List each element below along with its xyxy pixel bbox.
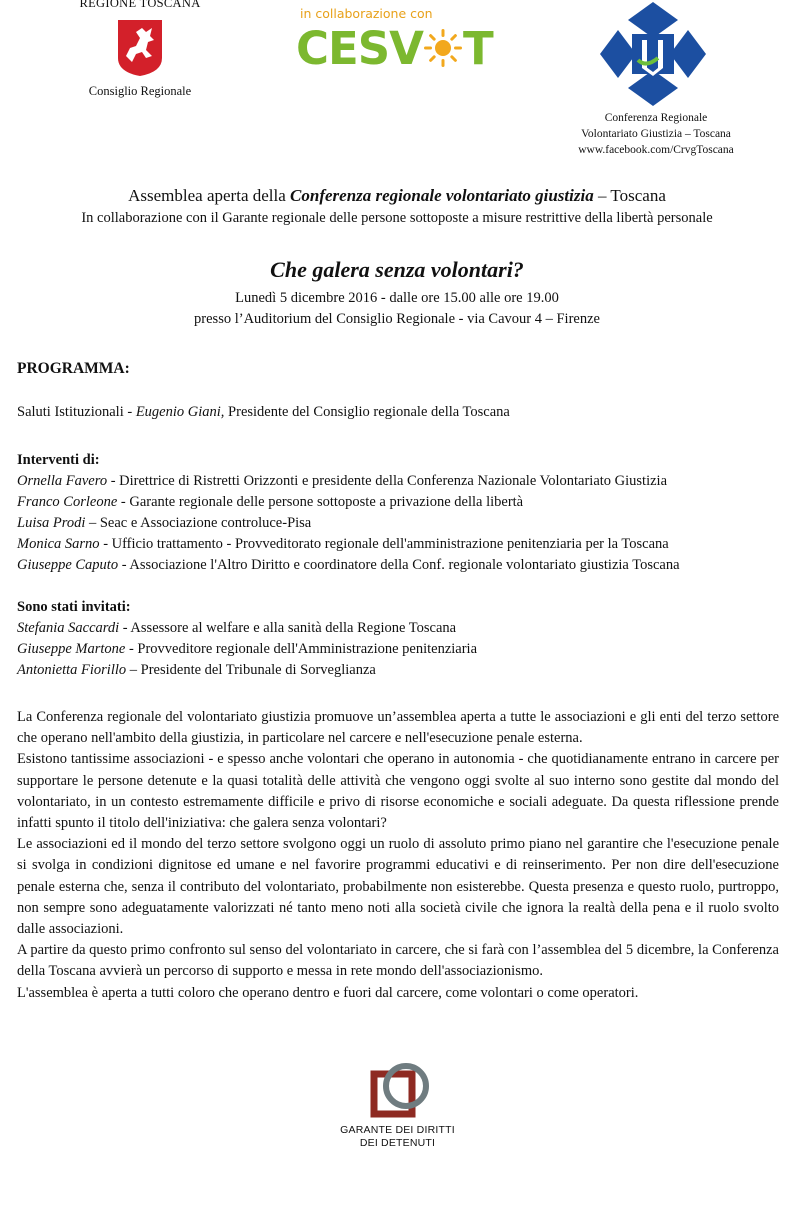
cesvot-tagline: in collaborazione con [300,6,433,21]
invited-item [17,660,779,681]
sun-icon [423,28,463,68]
cesvot-word-start: CESV [296,22,424,75]
speaker-name: Franco Corleone [17,494,118,510]
garante-line2: DEI DETENUTI [359,1137,436,1149]
invited-heading: Sono stati invitati: [17,599,131,615]
invited-name: Stefania Saccardi [17,620,120,636]
regione-toscana-logo [70,0,210,104]
conference-logo-line2: Volontariato Giustizia – Toscana [581,128,731,140]
cesvot-wordmark [296,22,493,75]
event-title: Che galera senza volontari? [270,257,524,282]
body-paragraph: A partire da questo primo confronto sul senso del volontariato in carcere, che si farà con l’assemblea del 5 dicembre, la Conferenza della Toscana avvierà un percorso di supporto e messa in rete mondo dell'associazionismo. [17,942,779,980]
speaker-role: - Garante regionale delle persone sottoposte a privazione della libertà [117,494,524,510]
body-paragraph: L'assemblea è aperta a tutti coloro che operano dentro e fuori dal carcere, come volontari o come operatori. [17,984,639,1001]
invited-role: – Presidente del Tribunale di Sorveglianza [126,662,376,678]
program-section [17,358,779,379]
greetings-role: Presidente del Consiglio regionale della Toscana [224,404,510,420]
greetings-label: Saluti Istituzionali - [17,404,136,420]
speaker-role: - Ufficio trattamento - Provveditorato regionale dell'amministrazione penitenziaria per la Toscana [99,536,669,552]
invited-name: Giuseppe Martone [17,641,126,657]
assembly-prefix: Assemblea aperta della [128,186,291,205]
speaker-item [17,492,779,513]
conference-name: Conferenza regionale volontariato giustizia [290,186,594,205]
conference-facebook-url: www.facebook.com/CrvgToscana [578,144,734,156]
greetings-name: Eugenio Giani, [135,404,225,420]
invited-role: - Provveditore regionale dell'Amministrazione penitenziaria [125,641,478,657]
speaker-item [17,555,779,576]
event-place: presso l’Auditorium del Consiglio Regionale - via Cavour 4 – Firenze [194,311,600,327]
invited-item [17,639,779,660]
greetings-line [17,402,779,423]
cesvot-word-end: T [463,22,493,75]
speaker-item [17,534,779,555]
conference-emblem-icon [598,0,708,108]
speaker-name: Monica Sarno [17,536,100,552]
program-heading: PROGRAMMA: [17,360,130,377]
regione-logo-subtitle: Consiglio Regionale [88,84,192,98]
speaker-role: – Seac e Associazione controluce-Pisa [85,515,312,531]
body-paragraph: Esistono tantissime associazioni - e spesso anche volontari che operano in autonomia - che quotidianamente entrano in carcere per supportare le persone detenute e la quasi totalità delle attività che vengono oggi svolte al suo interno sono gestite dal mondo del volontariato, in un contesto estremamente difficile e privo di risorse economiche e sociali adeguate. Da questa riflessione prende infatti spunto il titolo dell'iniziativa: che galera senza volontari? [17,751,779,832]
cesvot-logo [296,4,496,84]
conference-logo-line1: Conferenza Regionale [604,112,708,124]
speaker-role: - Direttrice di Ristretti Orizzonti e presidente della Conferenza Nazionale Volontariato Giustizia [107,473,668,489]
speaker-name: Ornella Favero [17,473,108,489]
invited-item [17,618,779,639]
invited-section [17,597,779,681]
speaker-role: - Associazione l'Altro Diritto e coordinatore della Conf. regionale volontariato giustizia Toscana [118,557,680,573]
invited-role: - Assessore al welfare e alla sanità della Regione Toscana [119,620,457,636]
garante-line1: GARANTE DEI DIRITTI [340,1124,455,1136]
pegasus-icon [116,18,164,78]
body-paragraph: Le associazioni ed il mondo del terzo settore svolgono oggi un ruolo di assoluto primo piano nel garantire che l'esecuzione penale si svolga in condizioni dignitose ed umane e nel favorire programmi educativi e di reinserimento. Per non dire dell'esecuzione penale esterna che, senza il contributo del volontariato, probabilmente non esisterebbe. Questa presenza e questo ruolo, purtroppo, non sempre sono adeguatamente valorizzati né tanto meno noti alla società civile che ignora la realtà della pena e il ruolo svolto dalle associazioni. [17,836,779,938]
collaboration-line: In collaborazione con il Garante regionale delle persone sottoposte a misure restrittive della libertà personale [81,210,713,226]
speaker-item [17,471,779,492]
invited-name: Antonietta Fiorillo [17,662,127,678]
speakers-heading: Interventi di: [17,452,100,468]
assembly-suffix: – Toscana [593,186,666,205]
speakers-section [17,450,779,576]
speaker-name: Luisa Prodi [17,515,86,531]
speaker-item [17,513,779,534]
body-text [17,707,779,1004]
garante-square-icon [370,1060,432,1122]
garante-logo [330,1060,465,1160]
assembly-line [0,186,794,206]
body-paragraph: La Conferenza regionale del volontariato giustizia promuove un’assemblea aperta a tutte le associazioni e gli enti del terzo settore che operano nell'ambito della giustizia, in particolare nel carcere e nell'esecuzione penale esterna. [17,709,779,747]
event-date: Lunedì 5 dicembre 2016 - dalle ore 15.00 alle ore 19.00 [235,290,559,306]
conference-logo [556,0,756,160]
speaker-name: Giuseppe Caputo [17,557,119,573]
regione-logo-title: REGIONE TOSCANA [79,0,201,10]
